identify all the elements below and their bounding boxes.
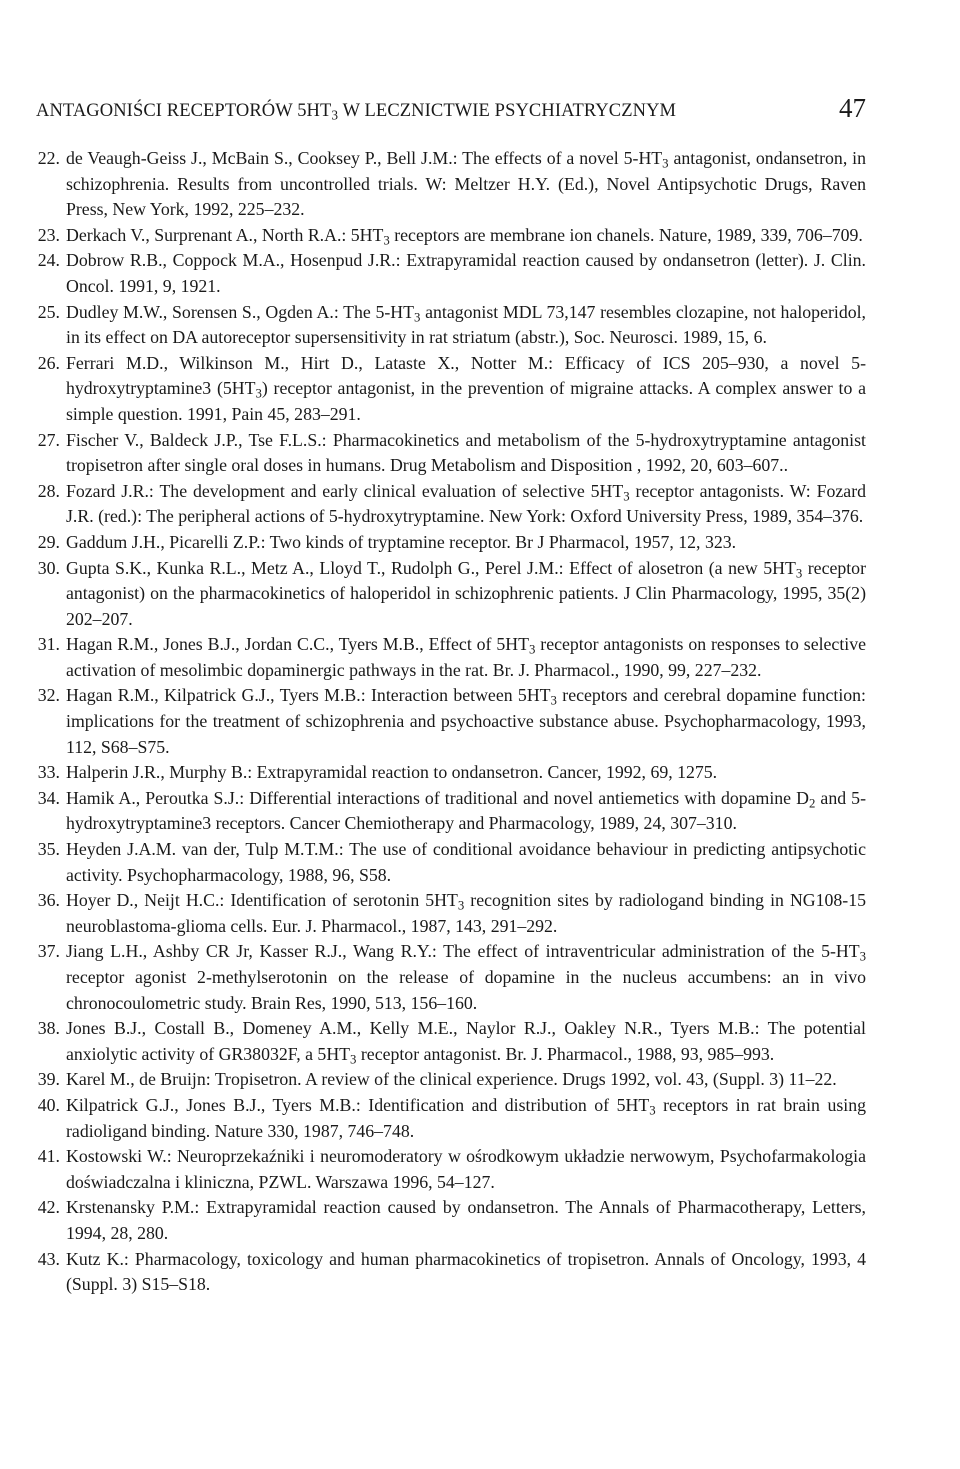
reference-item [30,1195,866,1246]
reference-item [30,786,866,837]
reference-text-segment: Ferrari M.D., Wilkinson M., Hirt D., Lataste X., Notter M.: Efficacy of ICS 205–930, a novel 5-hydroxytryptamine3 (5HT [66,352,866,399]
reference-item [30,556,866,633]
reference-item [30,300,866,351]
reference-number: 30. [37,557,60,578]
reference-text-segment: Kilpatrick G.J., Jones B.J., Tyers M.B.: Identification and distribution of 5HT [66,1094,650,1115]
reference-text [66,1018,866,1067]
reference-item [30,1247,866,1298]
reference-text-segment: Heyden J.A.M. van der, Tulp M.T.M.: The use of conditional avoidance behaviour in predicting antipsychotic activity. Psychopharmacology, 1988, 96, S58. [66,839,866,885]
reference-text-segment: Halperin J.R., Murphy B.: Extrapyramidal reaction to ondansetron. Cancer, 1992, 69, 1275. [66,762,718,783]
reference-number: 28. [37,480,60,501]
reference-item [30,888,866,939]
reference-text-segment: Hagan R.M., Jones B.J., Jordan C.C., Tyers M.B., Effect of 5HT [66,634,529,655]
reference-text-segment: receptor antagonists on responses to selective activation of mesolimbic dopaminergic pathways in the rat. Br. J. Pharmacol., 1990, 99, 227–232. [66,634,866,680]
reference-text [66,762,717,782]
reference-text-segment: receptor antagonist. Br. J. Pharmacol., 1988, 93, 985–993. [356,1043,775,1064]
subscript: 3 [550,694,557,709]
reference-list [30,146,866,1298]
reference-number: 37. [37,941,60,962]
reference-text [66,558,866,629]
reference-text-segment: Hagan R.M., Kilpatrick G.J., Tyers M.B.: Interaction between 5HT [66,685,551,706]
reference-number: 27. [37,429,60,450]
reference-number: 22. [37,148,60,168]
reference-text-segment: Hamik A., Peroutka S.J.: Differential interactions of traditional and novel antiemetics with dopamine D [66,787,809,808]
subscript: 3 [859,949,866,964]
reference-item [30,1144,866,1195]
reference-number: 23. [37,224,60,245]
reference-text-segment: Jones B.J., Costall B., Domeney A.M., Kelly M.E., Naylor R.J., Oakley N.R., Tyers M.B.: The potential anxiolytic activity of GR38032F, a 5HT [66,1018,866,1064]
reference-text [66,224,863,248]
reference-text [66,532,736,552]
reference-text [66,481,866,527]
reference-text-segment: Derkach V., Surprenant A., North R.A.: 5HT [66,224,384,245]
reference-item [30,351,866,428]
subscript: 3 [528,642,536,657]
reference-text [66,634,866,680]
reference-number: 31. [37,634,60,655]
reference-text-segment: Kutz K.: Pharmacology, toxicology and human pharmacokinetics of tropisetron. Annals of Oncology, 1993, 4 (Suppl. 3) S15–S18. [66,1248,866,1295]
reference-item [30,479,866,530]
reference-text [66,788,866,834]
reference-text [66,941,866,1012]
reference-text-segment: receptor antagonist) on the pharmacokinetics of haloperidol in schizophrenic patients. J Clin Pharmacology, 1995, 35(2) 202–207. [66,557,866,629]
reference-item [30,1016,866,1067]
subscript: 3 [457,898,465,913]
reference-number: 25. [37,301,60,322]
reference-item [30,683,866,760]
reference-text-segment: de Veaugh-Geiss J., McBain S., Cooksey P., Bell J.M.: The effects of a novel 5-HT [66,148,663,168]
reference-text-segment: antagonist, ondansetron, in schizophrenia. Results from uncontrolled trials. W: Meltzer H.Y. (Ed.), Novel Antipsychotic Drugs, Raven Press, New York, 1992, 225–232. [66,148,867,220]
reference-text [66,302,866,348]
reference-number: 41. [37,1146,60,1167]
reference-text [66,353,866,424]
reference-text-segment: receptors in rat brain using radioligand binding. Nature 330, 1987, 746–748. [66,1094,866,1141]
subscript: 3 [662,156,669,171]
reference-text-segment: Gaddum J.H., Picarelli Z.P.: Two kinds of tryptamine receptor. Br J Pharmacol, 1957, 12, 323. [66,531,737,552]
reference-text-segment: ) receptor antagonist, in the prevention of migraine attacks. A complex answer to a simple question. 1991, Pain 45, 283–291. [66,378,866,424]
reference-item [30,632,866,683]
reference-text-segment: Jiang L.H., Ashby CR Jr, Kasser R.J., Wang R.Y.: The effect of intraventricular administration of the 5-HT [66,941,860,962]
reference-number: 38. [37,1018,60,1039]
reference-text [66,839,866,885]
reference-number: 36. [37,890,60,911]
subscript: 2 [808,796,816,811]
subscript: 3 [795,566,803,581]
reference-number: 34. [37,787,60,808]
reference-text [66,250,866,296]
reference-text-segment: receptor antagonists. W: Fozard J.R. (red.): The peripheral actions of 5-hydroxytryptamine. New York: Oxford University Press, 1989, 354–376. [66,480,866,527]
subscript: 3 [255,386,262,401]
reference-text-segment: Kostowski W.: Neuroprzekaźniki i neuromoderatory w ośrodkowym układzie nerwowym, Psychofarmakologia doświadczalna i kliniczna, PZWL. Warszawa 1996, 54–127. [66,1146,866,1192]
subscript: 3 [649,1103,656,1118]
reference-item [30,1093,866,1144]
running-title-main: ANTAGONIŚCI RECEPTORÓW 5HT [36,101,332,121]
reference-text-segment: Gupta S.K., Kunka R.L., Metz A., Lloyd T., Rudolph G., Perel J.M.: Effect of alosetron (a new 5HT [66,557,796,578]
running-header [36,82,866,122]
reference-item [30,837,866,888]
reference-text-segment: antagonist MDL 73,147 resembles clozapine, not haloperidol, in its effect on DA autoreceptor supersensitivity in rat striatum (abstr.), Soc. Neurosci. 1989, 15, 6. [66,301,866,348]
reference-item [30,760,866,786]
page-number: 47 [839,93,866,123]
reference-text-segment: recognition sites by radiologand binding in NG108-15 neuroblastoma-glioma cells. Eur. J. Pharmacol., 1987, 143, 291–292. [66,890,866,936]
reference-text [66,1095,866,1141]
running-title [36,101,676,122]
subscript: 3 [623,489,630,504]
reference-text-segment: Karel M., de Bruijn: Tropisetron. A review of the clinical experience. Drugs 1992, vol. 43, (Suppl. 3) 11–22. [66,1069,837,1090]
reference-number: 35. [37,839,60,860]
reference-text [66,1249,866,1295]
reference-text-segment: receptors and cerebral dopamine function: implications for the treatment of schizophrenia and psychoactive substance abuse. Psychopharmacology, 1993, 112, S68–S75. [66,685,866,757]
reference-text-segment: Dobrow R.B., Coppock M.A., Hosenpud J.R.: Extrapyramidal reaction caused by ondansetron (letter). J. Clin. Oncol. 1991, 9, 1921. [66,250,866,296]
reference-text-segment: Fischer V., Baldeck J.P., Tse F.L.S.: Pharmacokinetics and metabolism of the 5-hydroxytryptamine antagonist tropisetron after single oral doses in humans. Drug Metabolism and Disposition , 1992, 20, 603–607.. [66,429,866,476]
reference-item [30,248,866,299]
reference-item [30,939,866,1016]
reference-text-segment: Krstenansky P.M.: Extrapyramidal reaction caused by ondansetron. The Annals of Pharmacotherapy, Letters, 1994, 28, 280. [66,1197,866,1243]
reference-number: 33. [37,762,60,783]
reference-text-segment: Dudley M.W., Sorensen S., Ogden A.: The 5-HT [66,301,415,322]
reference-item [30,428,866,479]
reference-number: 24. [37,250,60,271]
reference-text-segment: receptors are membrane ion chanels. Nature, 1989, 339, 706–709. [389,224,863,245]
reference-text-segment: Fozard J.R.: The development and early clinical evaluation of selective 5HT [66,480,624,501]
reference-item [30,530,866,556]
reference-item [30,223,866,249]
subscript: 3 [350,1052,357,1067]
subscript: 3 [414,310,421,325]
reference-item [30,146,866,223]
running-title-rest: W LECZNICTWIE PSYCHIATRYCZNYM [338,101,677,121]
reference-number: 42. [37,1197,60,1218]
reference-number: 39. [37,1069,60,1090]
reference-number: 43. [37,1248,60,1269]
reference-number: 29. [37,531,60,552]
reference-text [66,1069,837,1089]
reference-number: 32. [37,685,60,706]
reference-text [66,148,866,219]
reference-text [66,890,866,936]
reference-text-segment: Hoyer D., Neijt H.C.: Identification of serotonin 5HT [66,890,458,911]
reference-text-segment: and 5-hydroxytryptamine3 receptors. Cancer Chemiotherapy and Pharmacology, 1989, 24, 307–310. [66,787,866,834]
subscript: 3 [383,233,390,248]
reference-number: 26. [37,352,60,373]
reference-text [66,1146,866,1192]
reference-item [30,1067,866,1093]
running-title-subscript: 3 [331,107,339,123]
reference-text [66,430,866,476]
reference-text-segment: receptor agonist 2-methylserotonin on the release of dopamine in the nucleus accumbens: an in vivo chronocoulometric study. Brain Res, 1990, 513, 156–160. [66,967,866,1013]
reference-text [66,1197,866,1243]
reference-number: 40. [37,1094,60,1115]
reference-text [66,685,866,756]
